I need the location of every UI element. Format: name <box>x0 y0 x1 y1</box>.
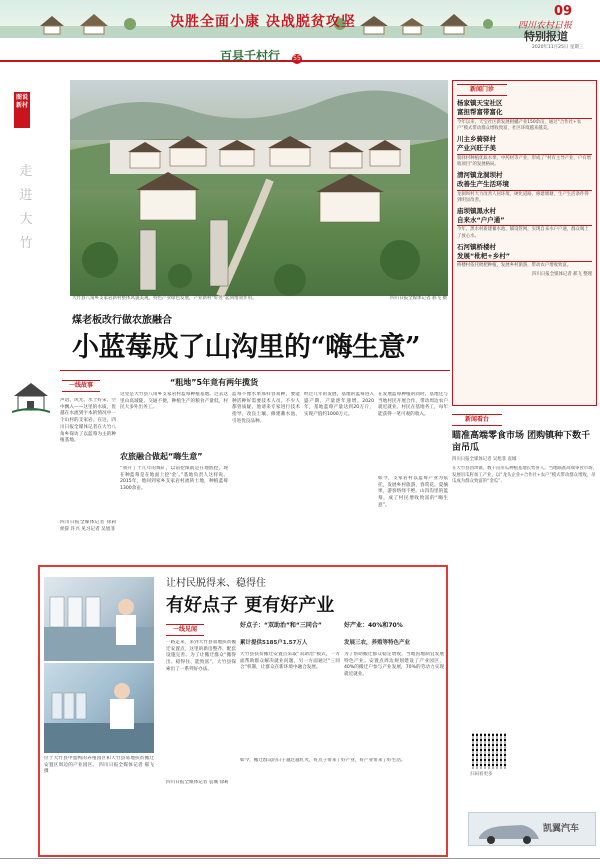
column-title: 百县千村行 <box>220 49 281 63</box>
qr-label: 扫码看更多 <box>470 772 493 777</box>
news-item-title: 川主乡骑驿村 <box>457 135 496 144</box>
factory-worker-illustration <box>44 577 154 661</box>
ad-brand-label: 凯翼汽车 <box>543 824 580 834</box>
news-stand-headline: 瞄准高端零食市场 团购镇种下数千亩吊瓜 <box>452 431 591 454</box>
photo-caption-text: 大竹县八角乡支家岩新村整体风貌美观，特色产业绿色发展，产业新村“好处”起到增效作用。 <box>72 296 257 301</box>
highlight-photo-credit: 四川日报全媒体记者 郝飞 摄 <box>44 762 154 775</box>
village-aerial-illustration <box>70 80 448 296</box>
paper-name: 四川农村日报 <box>518 21 573 31</box>
news-item-title: 清河镇龙洞坝村 <box>457 170 503 179</box>
news-clinic-item <box>457 99 592 132</box>
news-clinic-item <box>457 135 592 168</box>
news-item-title: 杨家镇天宝社区 <box>457 99 503 108</box>
highlight-col1-sub: 累计提供5185户1.57万人 <box>240 640 308 646</box>
story-text-c: “我开了十几年的煤矿，以前挖煤就是在地底挖，现在种蓝莓是在地面上挖‘金’。”基地负责人这样说。2015年，他回到家乡支家岩村流转土地，种植蓝莓1300余亩。 <box>120 466 228 492</box>
masthead-slogan: 决胜全面小康 决战脱贫攻坚 <box>170 14 356 30</box>
story-side-label: 一线故事 <box>62 380 100 392</box>
village-aerial-photo <box>70 80 448 296</box>
news-item-title: 庙坝镇黑水村 <box>457 206 496 215</box>
section-tag: 图说新村 <box>14 92 30 128</box>
factory-photo-2 <box>44 663 154 753</box>
lab-worker-illustration <box>44 663 154 753</box>
edition-label: 特别报道 <box>524 30 568 43</box>
highlight-headline: 有好点子 更有好产业 <box>166 595 335 616</box>
factory-photo-1 <box>44 577 154 661</box>
photo-credit: 四川日报全媒体记者 郝飞 摄 <box>390 296 447 301</box>
qr-code-overlay <box>472 733 508 769</box>
highlight-text-c: 为了帮助搬迁群众稳定增收，当地因地制宜发展特色产业。安置点周边规划建设了产业园区，40%的搬迁户参与产业发展，70%的劳动力实现就近就业。 <box>344 652 444 678</box>
story-text-d: 蓝莓不像水果那样容易种，要能种活种好需要技术人员，不少人都曾质疑。他请来专家进行技术指导，改良土壤、修建蓄水池、引进优良品种。 <box>232 392 300 424</box>
news-item-subtitle: 自来水“户户通” <box>457 216 592 227</box>
story-subhead-2: 农旅融合做起“嗨生意” <box>120 452 203 461</box>
news-item-title: 石河镇桥楼村 <box>457 242 496 251</box>
news-clinic-item <box>457 171 592 204</box>
news-item-text: 骑驿村种植优质水果、中药材等产业，形成了“村有主导产业、户有增收项目”的发展格局。 <box>457 155 591 167</box>
news-clinic-item <box>457 243 592 270</box>
highlight-kicker: 让村民脱得来、稳得住 <box>166 578 266 589</box>
highlight-col2-head: 好产业：40%和70% <box>344 622 403 629</box>
highlight-photo-caption-text: 位于大竹县中蛋鸭的养殖园区和大竹县易地扶贫搬迁安置区周边的产业园区。 <box>44 756 154 768</box>
footer-divider <box>0 858 600 859</box>
news-stand-byline: 四川日报全媒体记者 吴旭菲 袁城 <box>452 457 517 463</box>
news-item-subtitle: 产业兴旺子美 <box>457 144 592 155</box>
issue-date: 2020年11月25日 星期三 <box>532 45 584 50</box>
news-clinic-byline: 四川日报全媒体记者 郝飞 整理 <box>532 271 592 277</box>
highlight-col2-sub: 发展三农，养殖等特色产业 <box>344 640 411 646</box>
story-subhead-1: “粗地”5年竟有两年揽货 <box>170 378 259 387</box>
story-headline: 小蓝莓成了山沟里的“嗨生意” <box>72 332 421 363</box>
news-clinic-item <box>457 207 592 240</box>
story-text-b: 这里是大竹县八角乡支家岩村蓝莓种植基地。过去这里山高坡陡，交通不便，种植生产的粮食产量低，村民大多外出务工。 <box>120 392 228 411</box>
news-item-subtitle: 发展“枇杷+乡村” <box>457 252 592 263</box>
highlight-text-d: 如今，搬迁群众的日子越过越红火，好点子带来了好产业，好产业带来了好生活。 <box>240 758 406 763</box>
page-number: 09 <box>554 4 573 19</box>
column-number-badge: 55 <box>293 55 301 62</box>
highlight-byline: 四川日报全媒体记者 袁城 徐莉 <box>166 780 229 785</box>
highlight-col1-head: 好点子：“双助治”和“三同合” <box>240 622 322 629</box>
right-column <box>452 80 597 706</box>
story-text-g: 如今，支家岩村以蓝莓产业为依托，发展乡村旅游，春赏花、夏摘果，游客络绎不绝。山沟沟里的蓝莓，成了村民增收致富的“嗨生意”。 <box>378 476 448 508</box>
news-item-text: 今年以来，天宝社区新发展柑橘产业150余亩，通过“合作社+农户”模式带动群众增收致富，社区环境越来越美。 <box>457 119 582 131</box>
news-stand-section <box>452 414 597 706</box>
news-clinic-header: 新闻门诊 <box>457 84 507 96</box>
story-kicker: 煤老板改行做农旅融合 <box>72 315 172 326</box>
news-clinic-box <box>452 80 597 406</box>
story-divider <box>60 370 450 371</box>
village-icon <box>12 380 50 414</box>
news-item-text: 今年，黑水村新建蓄水池、铺设管网，实现自来水户户通，群众喝上了放心水。 <box>457 227 589 239</box>
news-item-text: 龙洞坝村大力改善人居环境，硬化道路、修建堰塘，生产生活条件得到明显改善。 <box>457 191 589 203</box>
highlight-side-label: 一线见闻 <box>166 624 204 636</box>
news-item-subtitle: 富担帮富带富化 <box>457 108 592 119</box>
highlight-text-b: 大竹县扶贫搬迁安置点采取“双助治”模式，一方面帮助群众解决就业问题，另一方面通过“三同合”机制，让群众在新环境中融合发展。 <box>240 652 340 671</box>
news-stand-text: 在大竹县团坝镇，数千亩吊瓜种植基地长势喜人。当地瞄准高端零食市场，发展吊瓜籽加工产业，以“龙头企业+合作社+农户”模式带动群众增收，吊瓜成为群众致富的“金瓜”。 <box>452 466 597 484</box>
news-item-text: 桥楼村依托枇杷种植，发展乡村旅游，带动农户增收致富。 <box>457 263 572 269</box>
story-text-a: 声语、风光、水土好宋，空中飘入——这里的水质，优越在水流到宇本的情况中一个山村的支家岩。在这，四川日报全媒体记者在大竹八角乡探访了以蓝莓为主的种植基地。 <box>60 398 116 444</box>
car-advertisement <box>468 812 596 846</box>
story-text-f: 在发展蓝莓种植的同时，基地还与当地村民开展合作，带动周边农户就近就业。村民在基地务工，每年能获得一笔可观的收入。 <box>378 392 448 418</box>
news-stand-header: 新闻看台 <box>452 414 502 426</box>
highlight-text-a: 一路走来，来到大竹县易地扶贫搬迁安置点，这里的新房整齐、配套设施完善。为了让搬迁群众“搬得出、稳得住、能致富”，大竹县探索出了一系列好办法。 <box>166 640 236 672</box>
photo-caption <box>72 296 447 302</box>
story-byline: 四川日报全媒体记者 徐莉 侯辞 许兴 见习记者 吴旭菲 <box>60 520 116 532</box>
vertical-title: 走 进 大 竹 <box>19 164 33 251</box>
highlight-photo-caption <box>44 756 154 776</box>
story-text-e: 经过几年的发展，基地的蓝莓进入盛产期，产量逐年递增。2020年，基地蓝莓产量达到20万斤，实现产值约1000万元。 <box>304 392 374 418</box>
news-item-subtitle: 改善生产生活环境 <box>457 180 592 191</box>
